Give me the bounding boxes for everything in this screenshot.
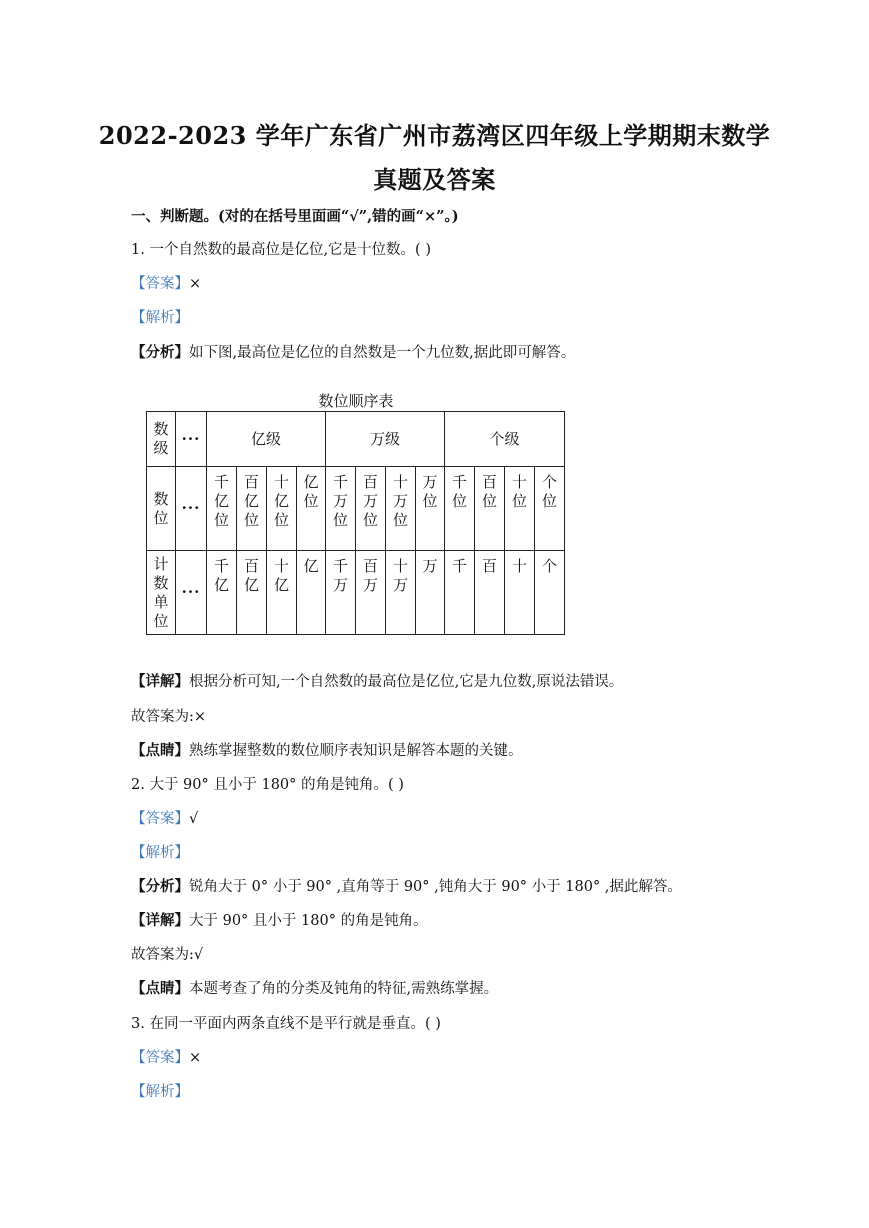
place-cell: 亿位 [297,467,326,551]
q3-answer: × [189,1050,202,1066]
answer-tag: 【答案】 [131,276,189,292]
ellipsis-cell: ··· [176,467,207,551]
document-title-line2: 真题及答案 [373,165,496,194]
q2-answer-line [131,807,198,828]
row-label-unit: 计数单位 [147,551,176,635]
q2-answer: √ [189,811,199,827]
q3-analysis-line [131,1080,189,1101]
unit-cell: 百亿 [237,551,267,635]
unit-cell: 百万 [356,551,386,635]
row-label-place: 数位 [147,467,176,551]
dianjing-tag: 【点睛】 [131,742,189,759]
q1-final: 故答案为:× [131,709,207,725]
section-heading: 一、判断题。(对的在括号里面画“√”,错的画“×”。) [131,208,459,225]
ellipsis-cell: ··· [176,412,207,467]
place-cell: 十亿位 [267,467,297,551]
ellipsis-cell: ··· [176,551,207,635]
q1-fenxi: 如下图,最高位是亿位的自然数是一个九位数,据此即可解答。 [189,345,576,361]
unit-cell: 个 [535,551,565,635]
fenxi-tag: 【分析】 [131,344,189,361]
place-cell: 十万位 [386,467,416,551]
place-cell: 百亿位 [237,467,267,551]
q2-dianjing: 本题考查了角的分类及钝角的特征,需熟练掌握。 [189,981,499,997]
dianjing-tag: 【点睛】 [131,980,189,997]
place-cell: 个位 [535,467,565,551]
place-cell: 千万位 [326,467,356,551]
q1-dianjing: 熟练掌握整数的数位顺序表知识是解答本题的关键。 [189,743,523,759]
analysis-tag: 【解析】 [131,310,189,326]
unit-cell: 千 [445,551,475,635]
q2-question: 2. 大于 90° 且小于 180° 的角是钝角。( ) [131,777,404,793]
q3-answer-line [131,1046,201,1067]
document-title-line1: 2022-2023 学年广东省广州市荔湾区四年级上学期期末数学 [98,121,771,150]
q2-dianjing-line [131,977,498,998]
q1-analysis-line [131,306,189,327]
q1-xiangjie: 根据分析可知,一个自然数的最高位是亿位,它是九位数,原说法错误。 [189,674,624,690]
q2-xiangjie: 大于 90° 且小于 180° 的角是钝角。 [189,913,428,929]
place-cell: 千亿位 [207,467,237,551]
unit-cell: 千亿 [207,551,237,635]
xiangjie-tag: 【详解】 [131,912,189,929]
place-cell: 万位 [416,467,445,551]
level-yi: 亿级 [207,412,326,467]
unit-cell: 十 [505,551,535,635]
q2-final: 故答案为:√ [131,947,204,963]
unit-cell: 亿 [297,551,326,635]
q3-question: 3. 在同一平面内两条直线不是平行就是垂直。( ) [131,1016,441,1032]
place-cell: 十位 [505,467,535,551]
fenxi-tag: 【分析】 [131,878,189,895]
table-caption: 数位顺序表 [318,392,394,410]
analysis-tag: 【解析】 [131,1084,189,1100]
q2-analysis-line [131,841,189,862]
answer-tag: 【答案】 [131,1050,189,1066]
q1-xiangjie-line [131,670,623,691]
analysis-tag: 【解析】 [131,845,189,861]
place-cell: 百位 [475,467,505,551]
row-label-level: 数级 [147,412,176,467]
answer-tag: 【答案】 [131,811,189,827]
q1-answer-line [131,272,201,293]
unit-cell: 十万 [386,551,416,635]
q2-fenxi: 锐角大于 0° 小于 90° ,直角等于 90° ,钝角大于 90° 小于 180° ,据此解答。 [189,879,682,895]
place-cell: 百万位 [356,467,386,551]
place-value-table [146,411,565,635]
q1-dianjing-line [131,739,523,760]
unit-cell: 万 [416,551,445,635]
q2-fenxi-line [131,875,682,896]
unit-cell: 十亿 [267,551,297,635]
unit-cell: 千万 [326,551,356,635]
xiangjie-tag: 【详解】 [131,673,189,690]
q1-answer: × [189,276,202,292]
level-ge: 个级 [445,412,565,467]
q1-fenxi-line [131,341,575,362]
unit-cell: 百 [475,551,505,635]
level-wan: 万级 [326,412,445,467]
place-cell: 千位 [445,467,475,551]
q2-xiangjie-line [131,909,428,930]
q1-question: 1. 一个自然数的最高位是亿位,它是十位数。( ) [131,242,431,258]
